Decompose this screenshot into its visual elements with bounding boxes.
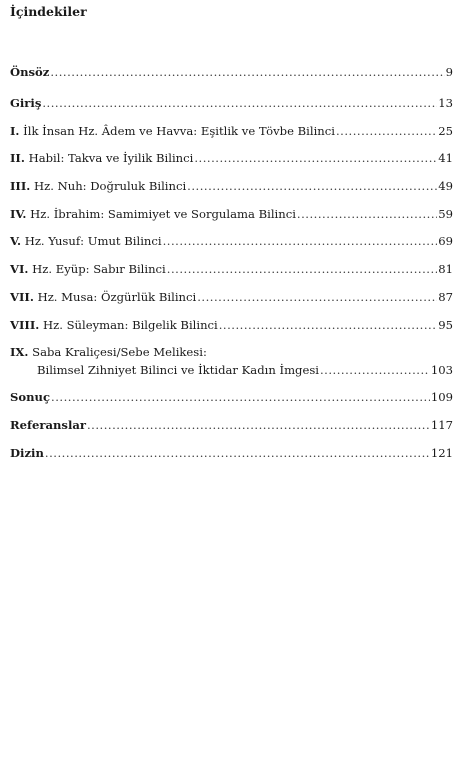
dot-leader [187, 179, 437, 194]
entry-title: IX. Saba Kraliçesi/Sebe Melikesi: [10, 345, 207, 359]
entry-page-number: 9 [445, 65, 453, 79]
entry-title-line2: Bilimsel Zihniyet Bilinci ve İktidar Kadın İmgesi [37, 363, 319, 377]
entry-title: I. İlk İnsan Hz. Âdem ve Havva: Eşitlik ve Tövbe Bilinci [10, 124, 335, 138]
entry-title: III. Hz. Nuh: Doğruluk Bilinci [10, 179, 187, 193]
chapter-number: V. [10, 234, 22, 248]
toc-entry-giris[interactable] [10, 96, 453, 111]
toc-entry-chapter-4[interactable] [10, 207, 453, 222]
entry-title: V. Hz. Yusuf: Umut Bilinci [10, 234, 162, 248]
toc-entry-chapter-3[interactable] [10, 179, 453, 194]
dot-leader [163, 234, 438, 249]
chapter-number: VIII. [10, 318, 40, 332]
chapter-number: II. [10, 151, 25, 165]
entry-title: Dizin [10, 446, 44, 460]
entry-page-number: 109 [430, 390, 453, 404]
chapter-number: IV. [10, 207, 27, 221]
chapter-number: VI. [10, 262, 29, 276]
entry-title: VI. Hz. Eyüp: Sabır Bilinci [10, 262, 166, 276]
entry-page-number: 49 [438, 179, 453, 193]
dot-leader [45, 446, 430, 461]
entry-page-number: 41 [438, 151, 453, 165]
toc-entry-chapter-1[interactable] [10, 124, 453, 139]
entry-page-number: 87 [438, 290, 453, 304]
entry-title: VIII. Hz. Süleyman: Bilgelik Bilinci [10, 318, 218, 332]
dot-leader [167, 262, 437, 277]
entry-title: II. Habil: Takva ve İyilik Bilinci [10, 151, 194, 165]
dot-leader [42, 96, 437, 111]
entry-page-number: 121 [430, 446, 453, 460]
dot-leader [50, 65, 444, 80]
entry-title: IV. Hz. İbrahim: Samimiyet ve Sorgulama Bilinci [10, 207, 296, 221]
entry-page-number: 117 [430, 418, 453, 432]
toc-entry-chapter-5[interactable] [10, 234, 453, 249]
entry-page-number: 95 [438, 318, 453, 332]
entry-title: Referanslar [10, 418, 86, 432]
dot-leader [194, 151, 437, 166]
entry-page-number: 59 [438, 207, 453, 221]
dot-leader [51, 390, 430, 405]
entry-title: Sonuç [10, 390, 51, 404]
dot-leader [320, 363, 430, 378]
chapter-number: IX. [10, 345, 29, 359]
toc-heading: İçindekiler [10, 4, 87, 19]
toc-entry-chapter-9[interactable] [10, 345, 453, 378]
entry-title: Giriş [10, 96, 42, 110]
toc-entry-chapter-7[interactable] [10, 290, 453, 305]
entry-page-number: 69 [438, 234, 453, 248]
toc-entry-chapter-8[interactable] [10, 318, 453, 333]
toc-entry-chapter-6[interactable] [10, 262, 453, 277]
toc-entry-onsoz[interactable] [10, 65, 453, 80]
toc-entry-referanslar[interactable] [10, 418, 453, 433]
entry-page-number: 103 [430, 363, 453, 377]
dot-leader [197, 290, 437, 305]
chapter-number: VII. [10, 290, 34, 304]
entry-page-number: 13 [438, 96, 453, 110]
dot-leader [297, 207, 437, 222]
chapter-number: III. [10, 179, 31, 193]
entry-page-number: 25 [438, 124, 453, 138]
toc-entry-dizin[interactable] [10, 446, 453, 461]
dot-leader [219, 318, 437, 333]
toc-entry-sonuc[interactable] [10, 390, 453, 405]
dot-leader [87, 418, 430, 433]
entry-title: VII. Hz. Musa: Özgürlük Bilinci [10, 290, 197, 304]
dot-leader [336, 124, 437, 139]
entry-page-number: 81 [438, 262, 453, 276]
entry-title: Önsöz [10, 65, 50, 79]
toc-entry-chapter-2[interactable] [10, 151, 453, 166]
chapter-number: I. [10, 124, 20, 138]
